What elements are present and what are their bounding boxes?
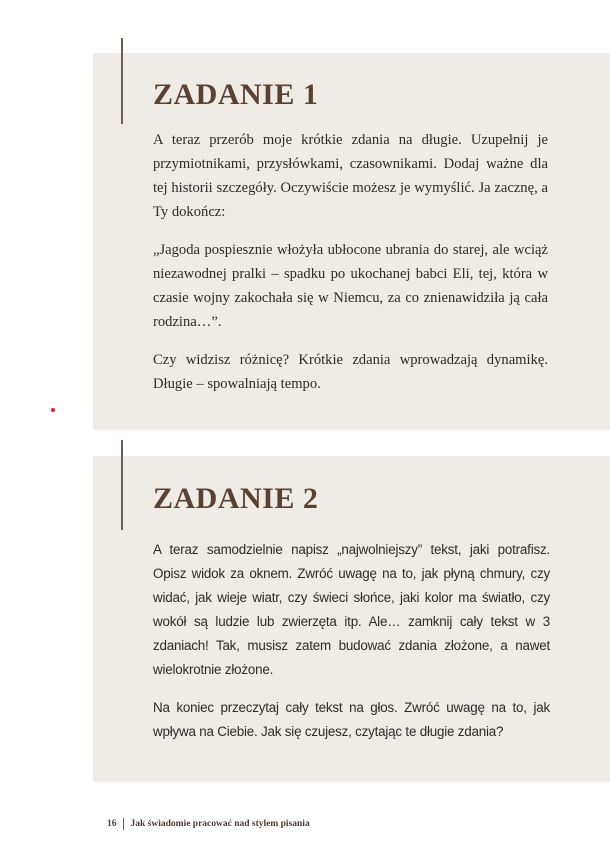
margin-dot-marker xyxy=(51,408,55,412)
task-1-paragraph: A teraz przerób moje krótkie zdania na długie. Uzupełnij je przymiotnikami, przysłówkami, czasownikami. Dodaj ważne dla tej historii szczegóły. Oczywiście możesz je wymyślić. Ja zacznę, a Ty dokończ: xyxy=(153,132,548,220)
page-number: 16 xyxy=(107,819,117,829)
footer-separator xyxy=(123,818,124,830)
book-title: Jak świadomie pracować nad stylem pisania xyxy=(130,819,310,829)
task-2-paragraph: A teraz samodzielnie napisz „najwolniejszy” tekst, jaki potrafisz. Opisz widok za oknem. Zwróć uwagę na to, jak płyną chmury, czy widać, jak wieje wiatr, czy świeci słońce, jaki kolor ma światło, czy wokół są ludzie lub zwierzęta itp. Ale… zamknij cały tekst w 3 zdaniach! Tak, musisz zatem budować zdania złożone, a nawet wielokrotnie złożone. xyxy=(153,542,550,677)
task-1-paragraph: Czy widzisz różnicę? Krótkie zdania wprowadzają dynamikę. Długie – spowalniają tempo. xyxy=(153,352,548,392)
task-2-paragraph: Na koniec przeczytaj cały tekst na głos. Zwróć uwagę na to, jak wpływa na Ciebie. Jak się czujesz, czytając te długie zdania? xyxy=(153,700,550,739)
task-1-paragraph: „Jagoda pospiesznie włożyła ubłocone ubrania do starej, ale wciąż niezawodnej pralki – spadku po ukochanej babci Eli, tej, która w czasie wojny zakochała się w Niemcu, za co znienawidziła ją cała rodzina…”. xyxy=(153,242,548,330)
task-2-heading: ZADANIE 2 xyxy=(153,482,319,515)
page-footer xyxy=(107,818,310,830)
task-1-heading: ZADANIE 1 xyxy=(153,78,319,111)
task-2-accent-line xyxy=(121,440,123,530)
task-2-text xyxy=(153,538,550,758)
task-1-accent-line xyxy=(121,38,123,124)
task-1-text xyxy=(153,128,548,410)
